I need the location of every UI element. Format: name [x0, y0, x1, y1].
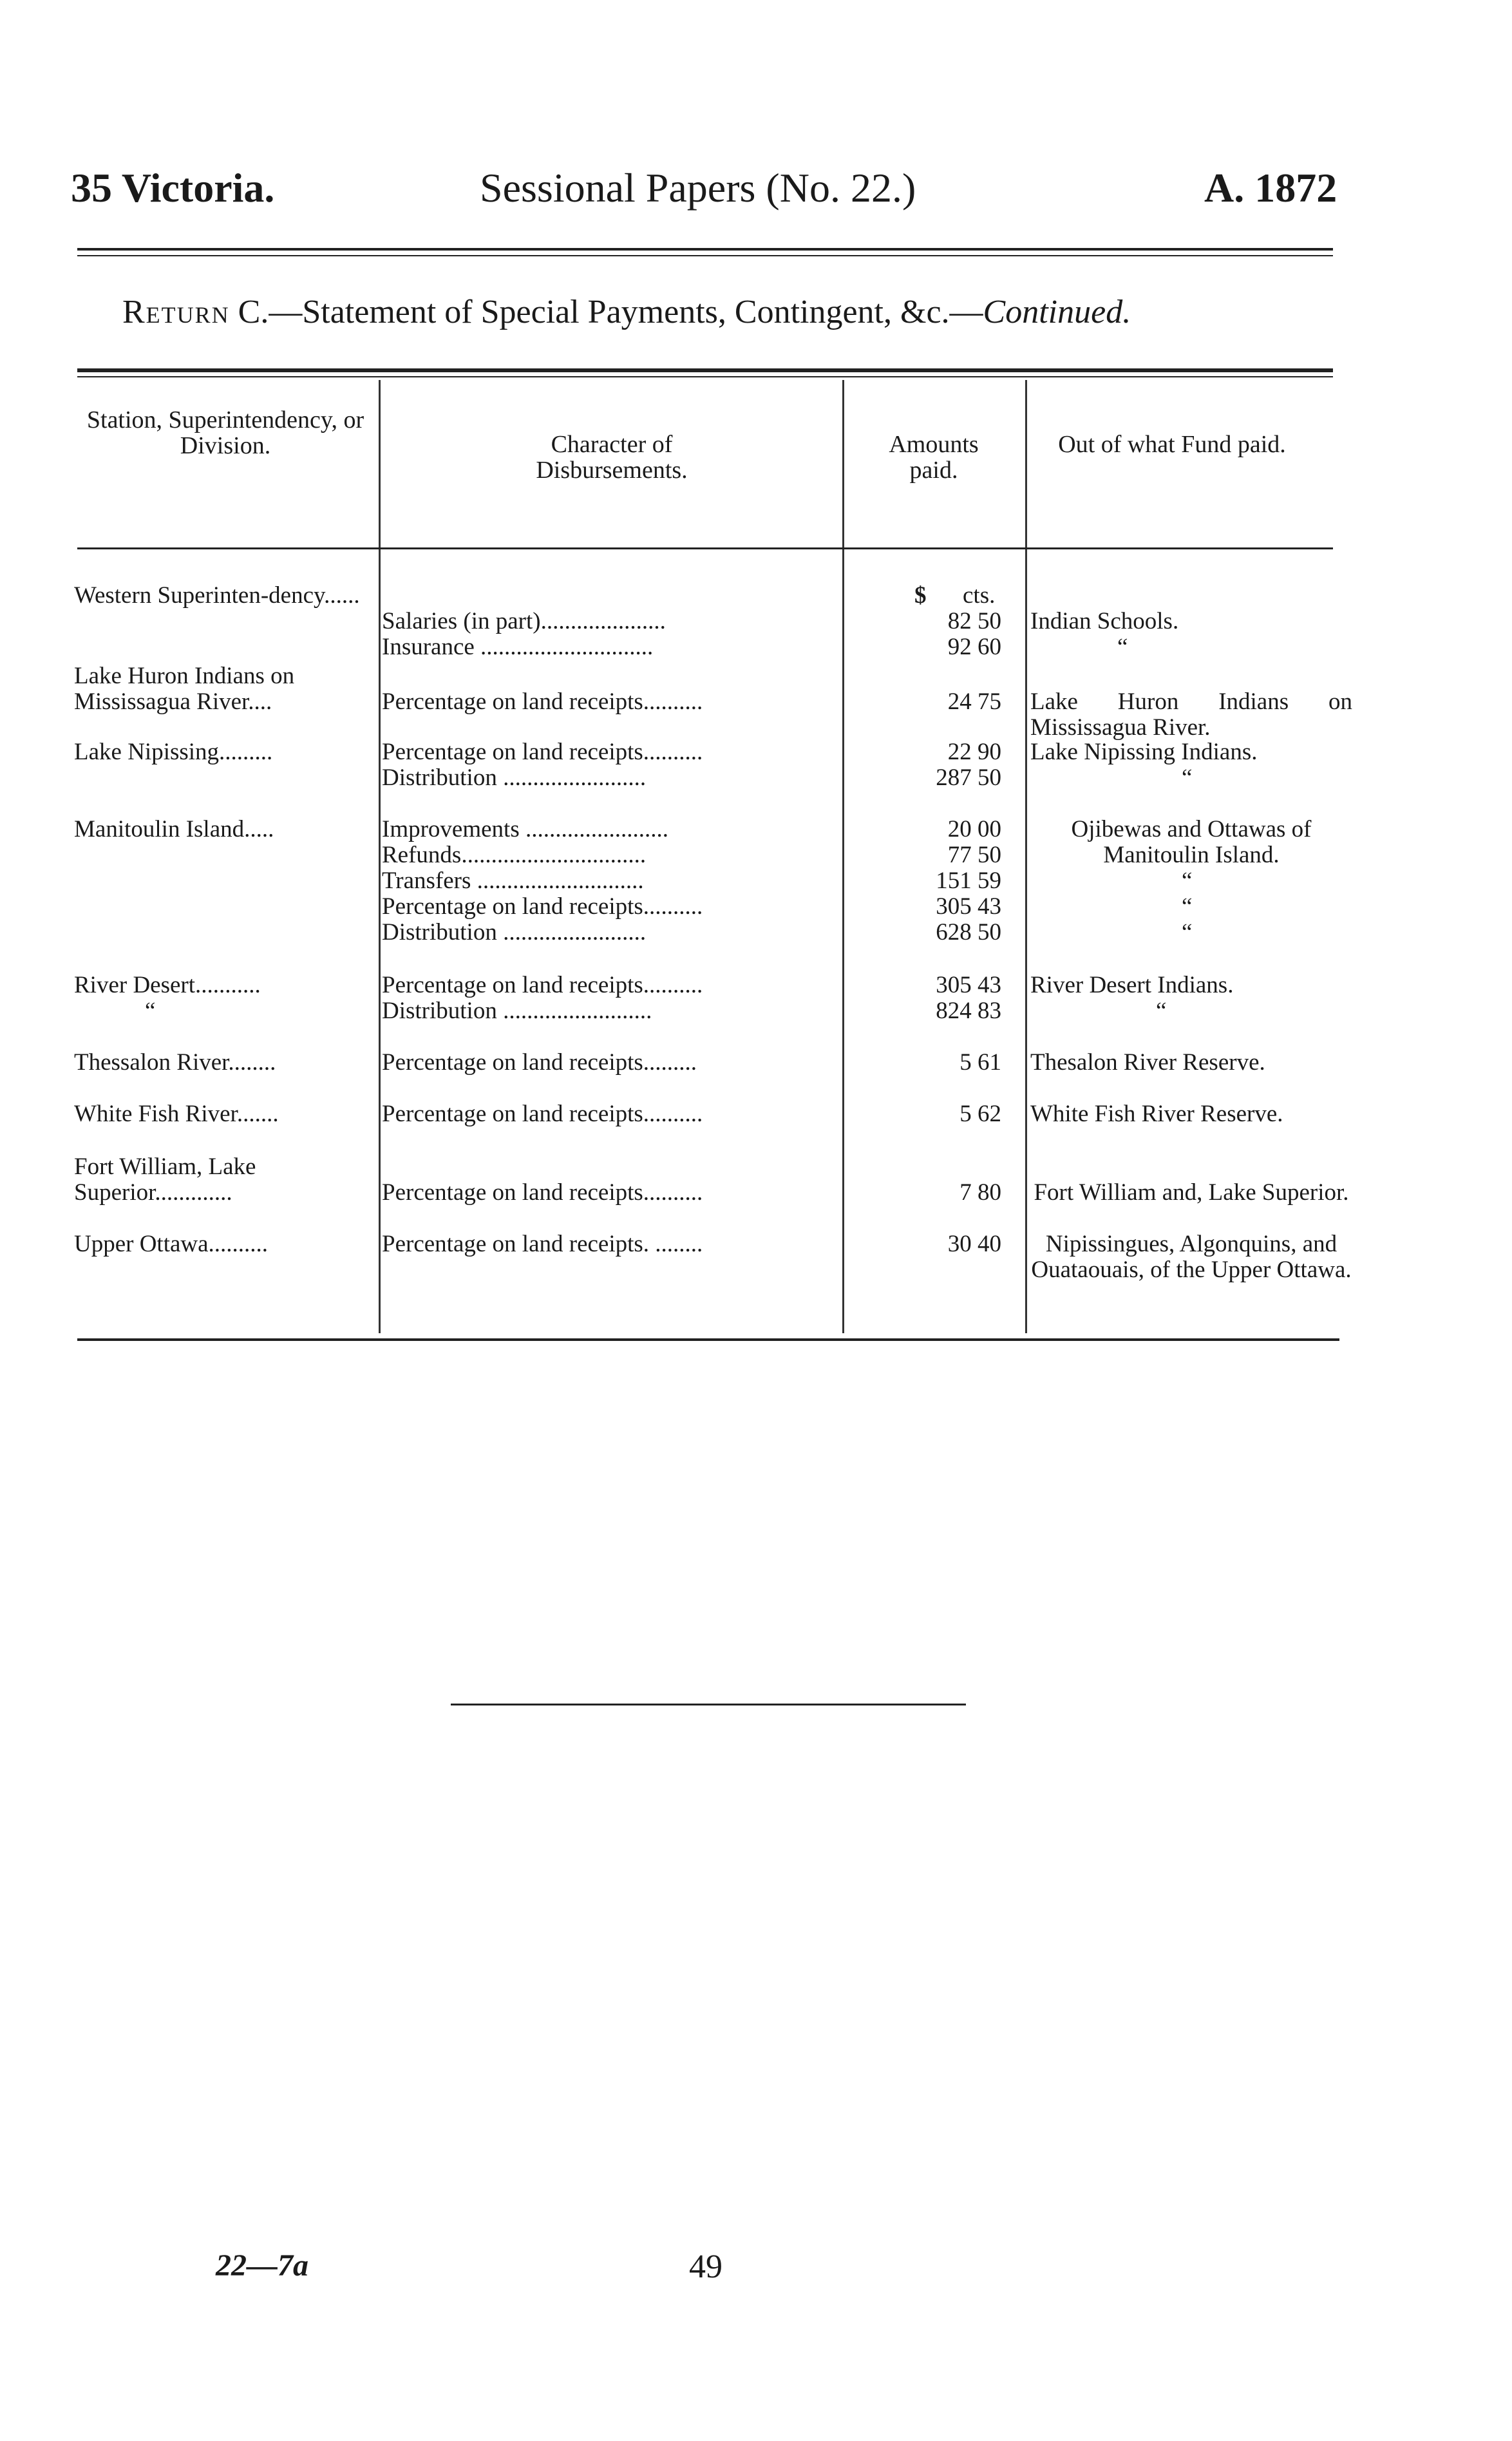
table-rule-top	[77, 368, 1333, 372]
amount-river-desert-1: 305 43	[936, 972, 1001, 998]
character-lake-nipissing-2: Distribution ........................	[382, 765, 647, 791]
column-header-fund: Out of what Fund paid.	[1058, 431, 1286, 458]
column-divider-1	[379, 380, 381, 1333]
fund-indian-schools: Indian Schools.	[1030, 608, 1179, 634]
header-rule-top	[77, 248, 1333, 251]
title-main: C.—Statement of Special Payments, Contingent, &c.—	[229, 294, 983, 330]
station-upper-ottawa: Upper Ottawa..........	[74, 1231, 269, 1257]
station-white-fish: White Fish River.......	[74, 1101, 279, 1127]
cents-label: cts.	[963, 582, 996, 609]
character-thessalon: Percentage on land receipts.........	[382, 1049, 697, 1076]
character-river-desert-2: Distribution .........................	[382, 998, 652, 1024]
dollar-sign: $	[914, 582, 927, 609]
fund-river-desert: River Desert Indians.	[1030, 972, 1234, 998]
column-divider-3	[1025, 380, 1027, 1333]
character-upper-ottawa: Percentage on land receipts. ........	[382, 1231, 703, 1257]
amount-lake-nipissing-1: 22 90	[947, 739, 1001, 765]
table-title	[122, 293, 1131, 331]
amount-improvements: 20 00	[947, 816, 1001, 842]
amount-lake-nipissing-2: 287 50	[936, 765, 1001, 791]
closing-rule	[451, 1704, 966, 1705]
fund-upper-ottawa: Nipissingues, Algonquins, and Ouataouais, of the Upper Ottawa.	[1031, 1231, 1352, 1283]
character-improvements: Improvements ........................	[382, 816, 668, 842]
amount-manitoulin-percentage: 305 43	[936, 893, 1001, 920]
header-center: Sessional Papers (No. 22.)	[480, 165, 916, 211]
amount-lake-huron: 24 75	[947, 689, 1001, 715]
header-row-rule	[77, 547, 1333, 549]
station-thessalon: Thessalon River........	[74, 1049, 276, 1076]
fund-ditto-manitoulin-percentage: “	[1182, 893, 1193, 920]
title-prefix: Return	[122, 294, 230, 330]
amount-insurance: 92 60	[947, 634, 1001, 660]
character-salaries: Salaries (in part).....................	[382, 608, 666, 634]
amount-refunds: 77 50	[947, 842, 1001, 868]
station-western-superintendency: Western Superinten-dency......	[74, 582, 360, 609]
amount-manitoulin-distribution: 628 50	[936, 919, 1001, 945]
character-lake-nipissing-1: Percentage on land receipts..........	[382, 739, 703, 765]
fund-lake-nipissing: Lake Nipissing Indians.	[1030, 739, 1258, 765]
fund-fort-william: Fort William and, Lake Superior.	[1034, 1179, 1349, 1206]
fund-white-fish: White Fish River Reserve.	[1030, 1101, 1283, 1127]
page-number: 49	[689, 2248, 723, 2285]
amount-thessalon: 5 61	[959, 1049, 1001, 1076]
table-rule-top-thin	[77, 376, 1333, 377]
header-left: 35 Victoria.	[71, 165, 275, 211]
character-lake-huron: Percentage on land receipts..........	[382, 689, 703, 715]
title-suffix: Continued.	[983, 294, 1131, 330]
station-lake-huron: Lake Huron Indians on Mississagua River....	[74, 663, 295, 715]
column-header-station: Station, Superintendency, or Division.	[86, 406, 364, 459]
fund-ditto-insurance: “	[1117, 634, 1128, 660]
fund-ditto-transfers: “	[1182, 868, 1193, 894]
station-lake-nipissing: Lake Nipissing.........	[74, 739, 273, 765]
amount-white-fish: 5 62	[959, 1101, 1001, 1127]
fund-lake-huron: Lake Huron Indians on Mississagua River.	[1030, 689, 1352, 741]
station-river-desert: River Desert...........	[74, 972, 261, 998]
fund-ditto-nipissing: “	[1182, 765, 1193, 791]
column-header-character: Character of Disbursements.	[536, 431, 688, 484]
amount-transfers: 151 59	[936, 868, 1001, 894]
amount-upper-ottawa: 30 40	[947, 1231, 1001, 1257]
amount-fort-william: 7 80	[959, 1179, 1001, 1206]
fund-thessalon: Thesalon River Reserve.	[1030, 1049, 1265, 1076]
header-rule-bottom	[77, 255, 1333, 256]
character-refunds: Refunds...............................	[382, 842, 647, 868]
fund-manitoulin: Ojibewas and Ottawas of Manitoulin Island.	[1071, 816, 1312, 868]
header-right: A. 1872	[1204, 165, 1337, 211]
character-white-fish: Percentage on land receipts..........	[382, 1101, 703, 1127]
signature-mark: 22—7a	[216, 2248, 308, 2283]
character-transfers: Transfers ............................	[382, 868, 644, 894]
station-fort-william: Fort William, Lake Superior.............	[74, 1154, 256, 1206]
table-rule-bottom	[77, 1338, 1339, 1341]
character-river-desert-1: Percentage on land receipts..........	[382, 972, 703, 998]
amount-river-desert-2: 824 83	[936, 998, 1001, 1024]
fund-ditto-river-desert: “	[1156, 998, 1167, 1024]
amount-salaries: 82 50	[947, 608, 1001, 634]
fund-ditto-manitoulin-distribution: “	[1182, 919, 1193, 945]
station-manitoulin: Manitoulin Island.....	[74, 816, 274, 842]
character-fort-william: Percentage on land receipts..........	[382, 1179, 703, 1206]
character-manitoulin-distribution: Distribution ........................	[382, 919, 647, 945]
column-header-amounts: Amounts paid.	[889, 431, 979, 484]
character-manitoulin-percentage: Percentage on land receipts..........	[382, 893, 703, 920]
station-river-desert-ditto: “	[145, 998, 156, 1024]
character-insurance: Insurance .............................	[382, 634, 654, 660]
column-divider-2	[842, 380, 844, 1333]
